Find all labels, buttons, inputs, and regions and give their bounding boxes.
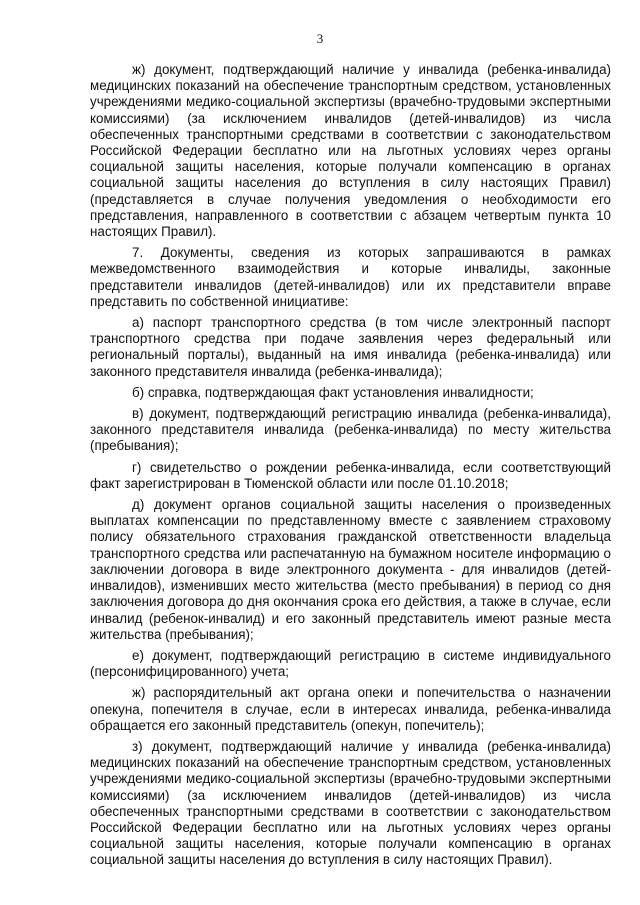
page-number: 3 (316, 31, 324, 46)
paragraph-e-personal-account-document: е) документ, подтверждающий регистрацию в системе индивидуального (персонифицированного) учета; (90, 647, 611, 680)
paragraph-v-registration-document: в) документ, подтверждающий регистрацию инвалида (ребенка-инвалида), законного представителя инвалида (ребенка-инвалида) по месту жительства (пребывания); (90, 406, 611, 454)
paragraph-d-compensation-document: д) документ органов социальной защиты населения о произведенных выплатах компенсации по представленному вместе с заявлением страховому полису обязательного страхования гражданской ответственности владельца транспортного средства или распечатанную на бумажном носителе информацию о заключении договора в виде электронного документа - для инвалидов (детей-инвалидов), изменивших место жительства (место пребывания) в период со дня заключения договора до дня окончания срока его действия, а также в случае, если инвалид (ребенок-инвалид) и его законный представитель имеют разные места жительства (пребывания); (90, 497, 611, 642)
paragraph-zh-guardianship-act: ж) распорядительный акт органа опеки и попечительства о назначении опекуна, попечителя в случае, если в интересах инвалида, ребенка-инвалида обращается его законный представитель (опекун, попечитель); (90, 685, 611, 733)
paragraph-a-vehicle-passport: а) паспорт транспортного средства (в том числе электронный паспорт транспортного средства при подаче заявления через федеральный или региональный порталы), выданный на имя инвалида (ребенка-инвалида) или законного представителя инвалида (ребенка-инвалида); (90, 315, 611, 379)
paragraph-7-interagency-documents: 7. Документы, сведения из которых запрашиваются в рамках межведомственного взаимодействия и которые инвалиды, законные представители инвалидов (детей-инвалидов) или их представители вправе представить по собственной инициативе: (90, 245, 611, 309)
paragraph-b-disability-certificate: б) справка, подтверждающая факт установления инвалидности; (132, 384, 534, 400)
document-body (90, 62, 611, 874)
paragraph-zh-medical-indications: ж) документ, подтверждающий наличие у инвалида (ребенка-инвалида) медицинских показаний на обеспечение транспортным средством, установленных учреждениями медико-социальной экспертизы (врачебно-трудовыми экспертными комиссиями) (за исключением инвалидов (детей-инвалидов) из числа обеспеченных транспортными средствами в соответствии с законодательством Российской Федерации бесплатно или на льготных условиях через органы социальной защиты населения, которые получали компенсацию в органах социальной защиты населения до вступления в силу настоящих Правил) (представляется в случае получения уведомления о необходимости его представления, направленного в соответствии с абзацем четвертым пункта 10 настоящих Правил). (90, 62, 611, 240)
paragraph-z-medical-indications: з) документ, подтверждающий наличие у инвалида (ребенка-инвалида) медицинских показаний на обеспечение транспортным средством, установленных учреждениями медико-социальной экспертизы (врачебно-трудовыми экспертными комиссиями) (за исключением инвалидов (детей-инвалидов) из числа обеспеченных транспортными средствами в соответствии с законодательством Российской Федерации бесплатно или на льготных условиях через органы социальной защиты населения, которые получали компенсацию в органах социальной защиты населения до вступления в силу настоящих Правил). (90, 738, 611, 868)
paragraph-g-birth-certificate: г) свидетельство о рождении ребенка-инвалида, если соответствующий факт зарегистрирован в Тюменской области или после 01.10.2018; (90, 459, 611, 491)
